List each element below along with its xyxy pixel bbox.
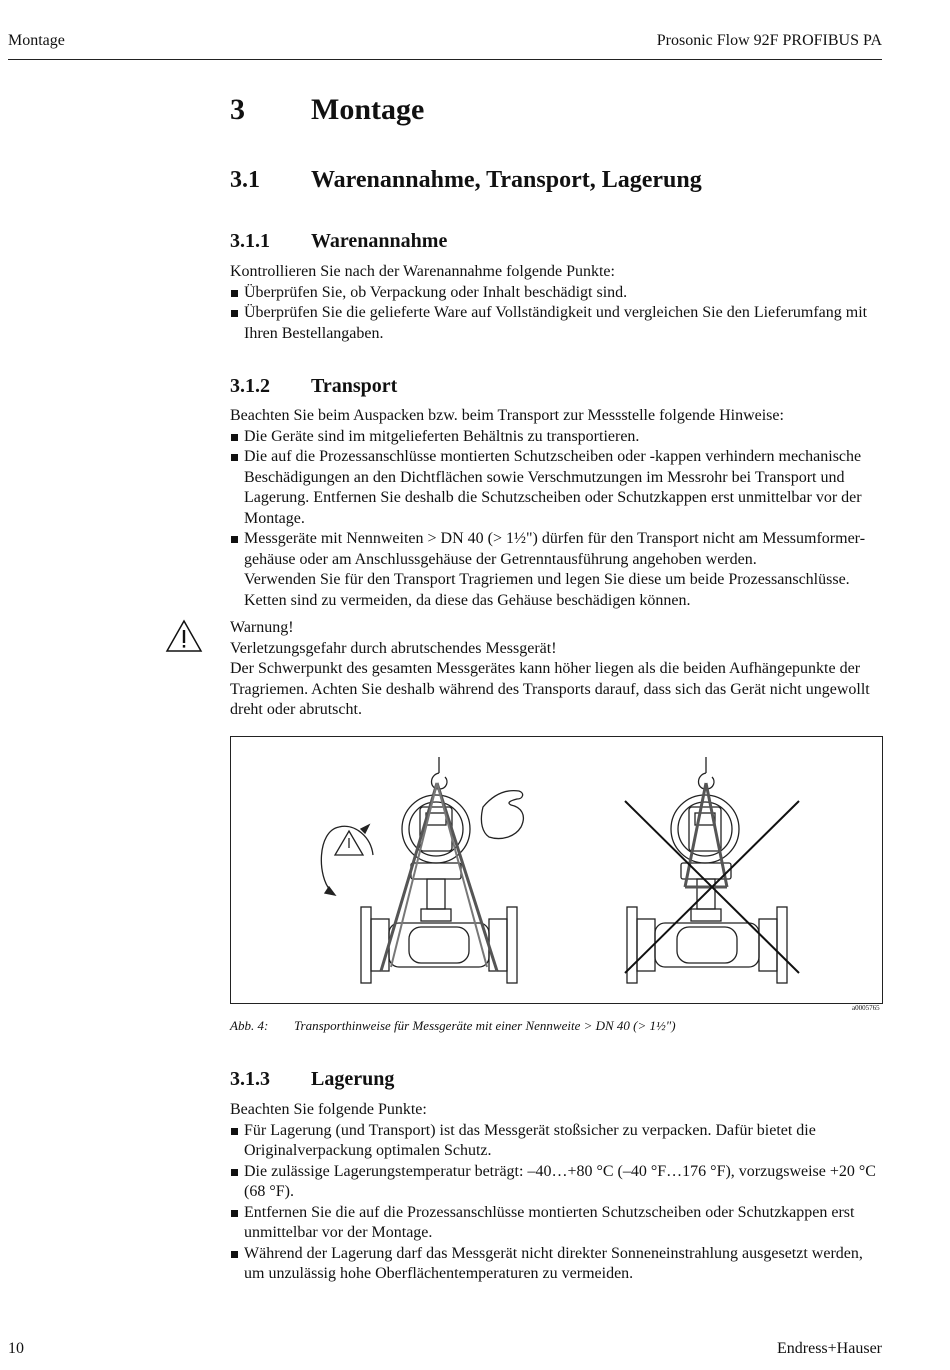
subsection-title-transport: Transport xyxy=(311,375,398,397)
chapter-number: 3 xyxy=(230,93,245,126)
section-number: 3.1 xyxy=(230,167,260,193)
transport-intro: Beachten Sie beim Auspacken bzw. beim Transport zur Messstelle folgende Hinweise: xyxy=(230,407,784,424)
list-item: Die auf die Prozessanschlüsse montierten Schutzscheiben oder -kappen verhindern mechanische Beschädigungen an den Dichtflächen sowie Verschmutzungen im Messrohr bei Transport und Lagerung. Entfernen Sie deshalb die Schutzscheiben oder Schutzkappen erst unmittelbar vor der Montage. xyxy=(230,447,885,529)
caption-label: Abb. 4: xyxy=(230,1018,269,1033)
list-item: Die zulässige Lagerungstemperatur beträgt: –40…+80 °C (–40 °F…176 °F), vorzugsweise +20 °C (68 °F). xyxy=(230,1162,885,1203)
list-item: Während der Lagerung darf das Messgerät nicht direkter Sonneneinstrahlung ausgesetzt werden, um unzulässig hohe Oberflächentemperaturen zu vermeiden. xyxy=(230,1244,885,1285)
running-header-right: Prosonic Flow 92F PROFIBUS PA xyxy=(656,32,882,49)
lagerung-block xyxy=(230,1100,885,1285)
list-item xyxy=(230,529,885,611)
figure-transport xyxy=(230,736,883,1004)
hand-icon xyxy=(481,791,523,839)
rotation-arrow-icon xyxy=(321,827,339,891)
subsection-number-transport: 3.1.2 xyxy=(230,375,270,397)
warenannahme-intro: Kontrollieren Sie nach der Warenannahme folgende Punkte: xyxy=(230,263,615,280)
warning-text: Der Schwerpunkt des gesamten Messgerätes kann höher liegen als die beiden Aufhängepunkte der Tragriemen. Achten Sie deshalb während des Transports darauf, dass sich das Gerät nicht ungewollt dreht oder abrutscht. xyxy=(230,660,870,718)
page-number: 10 xyxy=(8,1340,24,1357)
flowmeter-left xyxy=(361,757,517,983)
caption-text: Transporthinweise für Messgeräte mit einer Nennweite > DN 40 (> 1½") xyxy=(294,1018,676,1033)
lagerung-list xyxy=(230,1121,885,1285)
lagerung-intro: Beachten Sie folgende Punkte: xyxy=(230,1101,427,1118)
warenannahme-block xyxy=(230,262,885,344)
figure-code: a0005765 xyxy=(852,1004,880,1012)
chapter-title: Montage xyxy=(311,93,425,126)
section-title: Warenannahme, Transport, Lagerung xyxy=(311,167,702,193)
warenannahme-list xyxy=(230,283,885,345)
list-item-continuation: Verwenden Sie für den Transport Tragriemen und legen Sie diese um beide Prozessanschlüsse. Ketten sind zu vermeiden, da diese das Gehäuse beschädigen können. xyxy=(244,571,850,609)
footer-brand: Endress+Hauser xyxy=(777,1340,882,1357)
list-item: Überprüfen Sie die gelieferte Ware auf Vollständigkeit und vergleichen Sie den Lieferumfang mit Ihren Bestellangaben. xyxy=(230,303,885,344)
list-item: Für Lagerung (und Transport) ist das Messgerät stoßsicher zu verpacken. Dafür bietet die Originalverpackung optimalen Schutz. xyxy=(230,1121,885,1162)
running-header-left: Montage xyxy=(8,32,65,49)
warning-triangle-icon xyxy=(165,619,203,653)
subsection-number-lagerung: 3.1.3 xyxy=(230,1068,270,1090)
list-item: Entfernen Sie die auf die Prozessanschlüsse montierten Schutzscheiben oder Schutzkappen erst unmittelbar vor der Montage. xyxy=(230,1203,885,1244)
list-item: Die Geräte sind im mitgelieferten Behältnis zu transportieren. xyxy=(230,427,885,448)
subsection-title-lagerung: Lagerung xyxy=(311,1068,395,1090)
figure-caption xyxy=(230,1018,676,1034)
transport-illustration xyxy=(231,737,882,1003)
list-item: Überprüfen Sie, ob Verpackung oder Inhalt beschädigt sind. xyxy=(230,283,885,304)
warning-title: Verletzungsgefahr durch abrutschendes Messgerät! xyxy=(230,639,557,657)
subsection-number-warenannahme: 3.1.1 xyxy=(230,230,270,252)
transport-list xyxy=(230,427,885,612)
warning-label: Warnung! xyxy=(230,619,294,636)
transport-block xyxy=(230,406,885,611)
flowmeter-right xyxy=(627,757,787,983)
subsection-title-warenannahme: Warenannahme xyxy=(311,230,448,252)
header-rule xyxy=(8,59,882,60)
list-item-text: Messgeräte mit Nennweiten > DN 40 (> 1½") dürfen für den Transport nicht am Messumformer-gehäuse oder am Anschlussgehäuse der Getrenntausführung angehoben werden. xyxy=(244,530,866,568)
warning-block xyxy=(230,618,885,721)
